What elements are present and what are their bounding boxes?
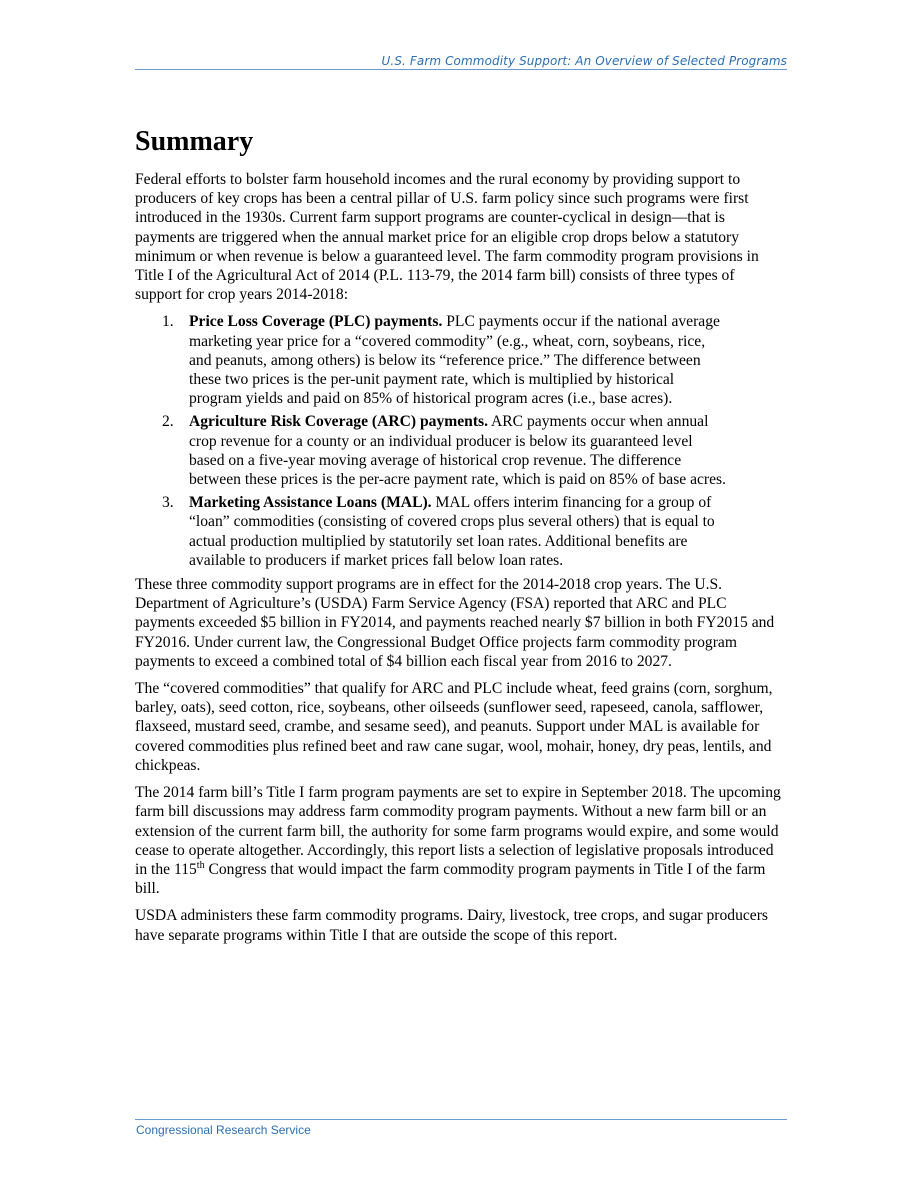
list-item	[135, 493, 785, 570]
running-header-title: U.S. Farm Commodity Support: An Overview of Selected Programs	[381, 54, 787, 68]
expiration-text-start: The 2014 farm bill’s Title I farm program payments are set to expire in September 2018. The upcoming farm bill discussions may address farm commodity program payments. Without a new farm bill or an extension of the current farm bill, the authority for some farm programs would expire, and some would cease to operate altogether. Accordingly, this report lists a selection of legislative proposals introduced in the 115	[135, 784, 781, 878]
expiration-text-end: Congress that would impact the farm commodity program payments in Title I of the farm bill.	[135, 860, 766, 898]
intro-paragraph: Federal efforts to bolster farm household incomes and the rural economy by providing support to producers of key crops has been a central pillar of U.S. farm policy since such programs were first introduced in the 1930s. Current farm support programs are counter-cyclical in design—that is payments are triggered when the annual market price for an eligible crop drops below a statutory minimum or when revenue is below a guaranteed level. The farm commodity program provisions in Title I of the Agricultural Act of 2014 (P.L. 113-79, the 2014 farm bill) consists of three types of support for crop years 2014-2018:	[135, 171, 759, 304]
header-rule	[135, 69, 787, 70]
list-item-number: 3.	[162, 494, 174, 512]
list-item-title: Price Loss Coverage (PLC) payments.	[189, 313, 443, 331]
list-item-text: MAL offers interim financing for a group of “loan” commodities (consisting of covered crops plus several others) that is equal to actual production multiplied by statutorily set loan rates. Additional benefits are available to producers if market prices fall below loan rates.	[189, 494, 715, 569]
list-item-number: 1.	[162, 313, 174, 331]
list-item-title: Agriculture Risk Coverage (ARC) payments.	[189, 413, 488, 431]
ordinal-superscript: th	[196, 859, 205, 871]
list-item-text: ARC payments occur when annual crop revenue for a county or an individual producer is below its guaranteed level based on a five-year moving average of historical crop revenue. The difference between these prices is the per-acre payment rate, which is paid on 85% of base acres.	[189, 413, 727, 489]
covered-commodities-paragraph: The “covered commodities” that qualify for ARC and PLC include wheat, feed grains (corn, sorghum, barley, oats), seed cotton, rice, soybeans, other oilseeds (sunflower seed, rapeseed, canola, safflower, flaxseed, mustard seed, crambe, and sesame seed), and peanuts. Support under MAL is available for covered commodities plus refined beet and raw cane sugar, wool, mohair, honey, dry peas, lentils, and chickpeas.	[135, 680, 773, 774]
list-item-title: Marketing Assistance Loans (MAL).	[189, 494, 432, 512]
support-types-list	[135, 312, 785, 570]
list-item-text: PLC payments occur if the national average marketing year price for a “covered commodity” (e.g., wheat, corn, soybeans, rice, and peanuts, among others) is below its “reference price.” The difference between these two prices is the per-unit payment rate, which is multiplied by historical program yields and paid on 85% of historical program acres (i.e., base acres).	[189, 313, 720, 408]
usda-paragraph: USDA administers these farm commodity programs. Dairy, livestock, tree crops, and sugar producers have separate programs within Title I that are outside the scope of this report.	[135, 907, 768, 944]
list-item	[135, 312, 785, 408]
footer-label: Congressional Research Service	[136, 1123, 311, 1137]
expiration-paragraph	[135, 783, 785, 898]
list-item-number: 2.	[162, 413, 174, 431]
crop-years-paragraph: These three commodity support programs are in effect for the 2014-2018 crop years. The U.S. Department of Agriculture’s (USDA) Farm Service Agency (FSA) reported that ARC and PLC payments exceeded $5 billion in FY2014, and payments reached nearly $7 billion in both FY2015 and FY2016. Under current law, the Congressional Budget Office projects farm commodity program payments to exceed a combined total of $4 billion each fiscal year from 2016 to 2027.	[135, 576, 775, 670]
page-title: Summary	[135, 126, 254, 157]
summary-section	[135, 124, 785, 953]
footer-rule	[135, 1119, 787, 1120]
list-item	[135, 412, 785, 489]
